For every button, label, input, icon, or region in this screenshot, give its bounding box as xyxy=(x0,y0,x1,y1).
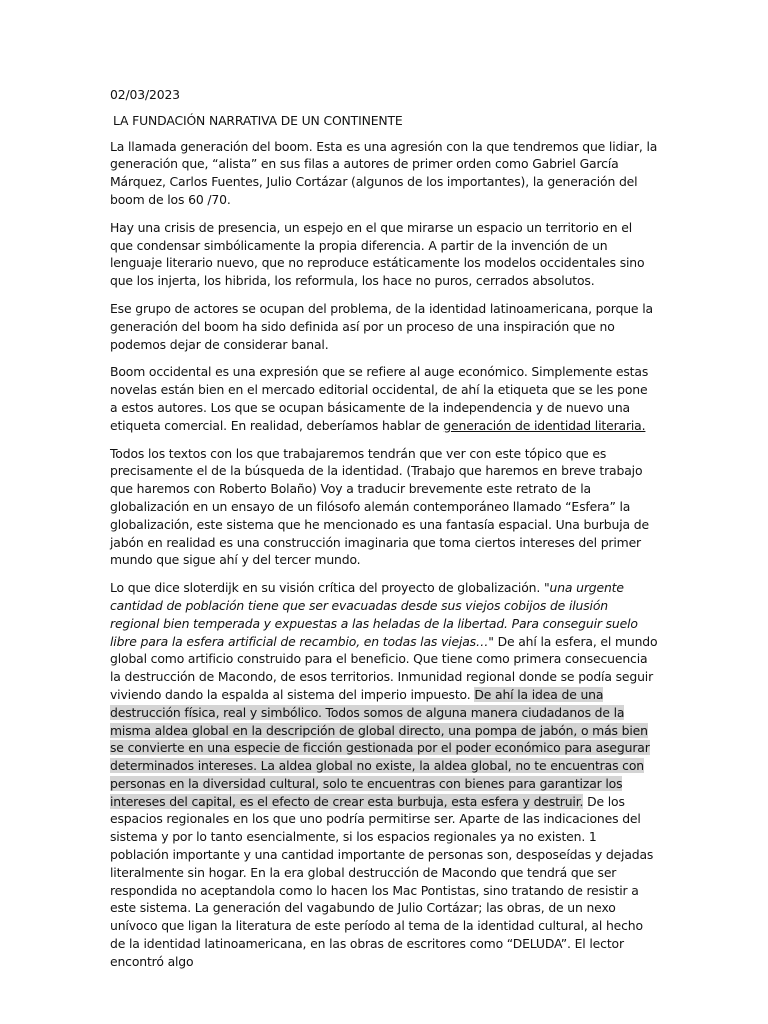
paragraph-4-text: Boom occidental es una expresión que se refiere al auge económico. Simplemente estas novelas están bien en el mercado editorial occidental, de ahí la etiqueta que se les pone a estos autores. Los que se ocupan básicamente de la independencia y de nuevo una etiqueta comercial. En realidad, deberíamos hablar de xyxy=(110,364,649,433)
paragraph-6 xyxy=(110,579,658,971)
document-title: LA FUNDACIÓN NARRATIVA DE UN CONTINENTE xyxy=(113,112,403,128)
paragraph-6-middle: De ahí la esfera, el mundo global como artificio construido para el beneficio. Que tiene como primera consecuencia la destrucción de Macondo, de esos territorios. Inmunidad regional donde se podía seguir viviendo dando la espalda al sistema del imperio impuesto. xyxy=(110,633,658,702)
document-date: 02/03/2023 xyxy=(110,87,180,102)
paragraph-2: Hay una crisis de presencia, un espejo en el que mirarse un espacio un territorio en el que condensar simbólicamente la propia diferencia. A partir de la invención de un lenguaje literario nuevo, que no reproduce estáticamente los modelos occidentales sino que los injerta, los hibrida, los reformula, los hace no puros, cerrados absolutos. xyxy=(110,219,645,289)
underlined-phrase: generación de identidad literaria. xyxy=(443,417,646,433)
paragraph-6-end: De los espacios regionales en los que uno podría permitirse ser. Aparte de las indicaciones del sistema y por lo tanto esencialmente, si los espacios regionales ya no existen. 1 población importante y una cantidad importante de personas son, desposeídas y dejadas literalmente sin hogar. En la era global destrucción de Macondo que tendrá que ser respondida no aceptandola como lo hacen los Mac Pontistas, sino tratando de resistir a este sistema. La generación del vagabundo de Julio Cortázar; las obras, de un nexo unívoco que ligan la literatura de este período al tema de la identidad cultural, al hecho de la identidad latinoamericana, en las obras de escritores como “DELUDA”. El lector encontró algo xyxy=(110,793,654,969)
highlighted-passage: De ahí la idea de una destrucción física, real y simbólico. Todos somos de alguna manera ciudadanos de la misma aldea global en la descripción de global directo, una pompa de jabón, o más bien se convierte en una especie de ficción gestionada por el poder económico para asegurar determinados intereses. La aldea global no existe, la aldea global, no te encuentras con personas en la diversidad cultural, solo te encuentras con bienes para garantizar los intereses del capital, es el efecto de crear esta burbuja, esta esfera y destruir. xyxy=(110,686,650,809)
paragraph-3: Ese grupo de actores se ocupan del problema, de la identidad latinoamericana, porque la generación del boom ha sido definida así por un proceso de una inspiración que no podemos dejar de considerar banal. xyxy=(110,300,653,352)
paragraph-6-intro: Lo que dice sloterdijk en su visión crítica del proyecto de globalización. xyxy=(110,580,544,596)
paragraph-5: Todos los textos con los que trabajaremos tendrán que ver con este tópico que es precisamente el de la búsqueda de la identidad. (Trabajo que haremos en breve trabajo que haremos con Roberto Bolaño) Voy a traducir brevemente este retrato de la globalización en un ensayo de un filósofo alemán contemporáneo llamado “Esfera” la globalización, este sistema que he mencionado es una fantasía espacial. Una burbuja de jabón en realidad es una construcción imaginaria que toma ciertos intereses del primer mundo que sigue ahí y del tercer mundo. xyxy=(110,445,649,568)
paragraph-4 xyxy=(110,363,658,434)
paragraph-1: La llamada generación del boom. Esta es una agresión con la que tendremos que lidiar, la generación que, “alista” en sus filas a autores de primer orden como Gabriel García Márquez, Carlos Fuentes, Julio Cortázar (algunos de los importantes), la generación del boom de los 60 /70. xyxy=(110,138,658,207)
italic-quote: "una urgente cantidad de población tiene que ser evacuadas desde sus viejos cobijos de ilusión regional bien temperada y expuestas a las heladas de la libertad. Para conseguir suelo libre para la esfera artificial de recambio, en todas las viejas…" xyxy=(110,580,638,649)
